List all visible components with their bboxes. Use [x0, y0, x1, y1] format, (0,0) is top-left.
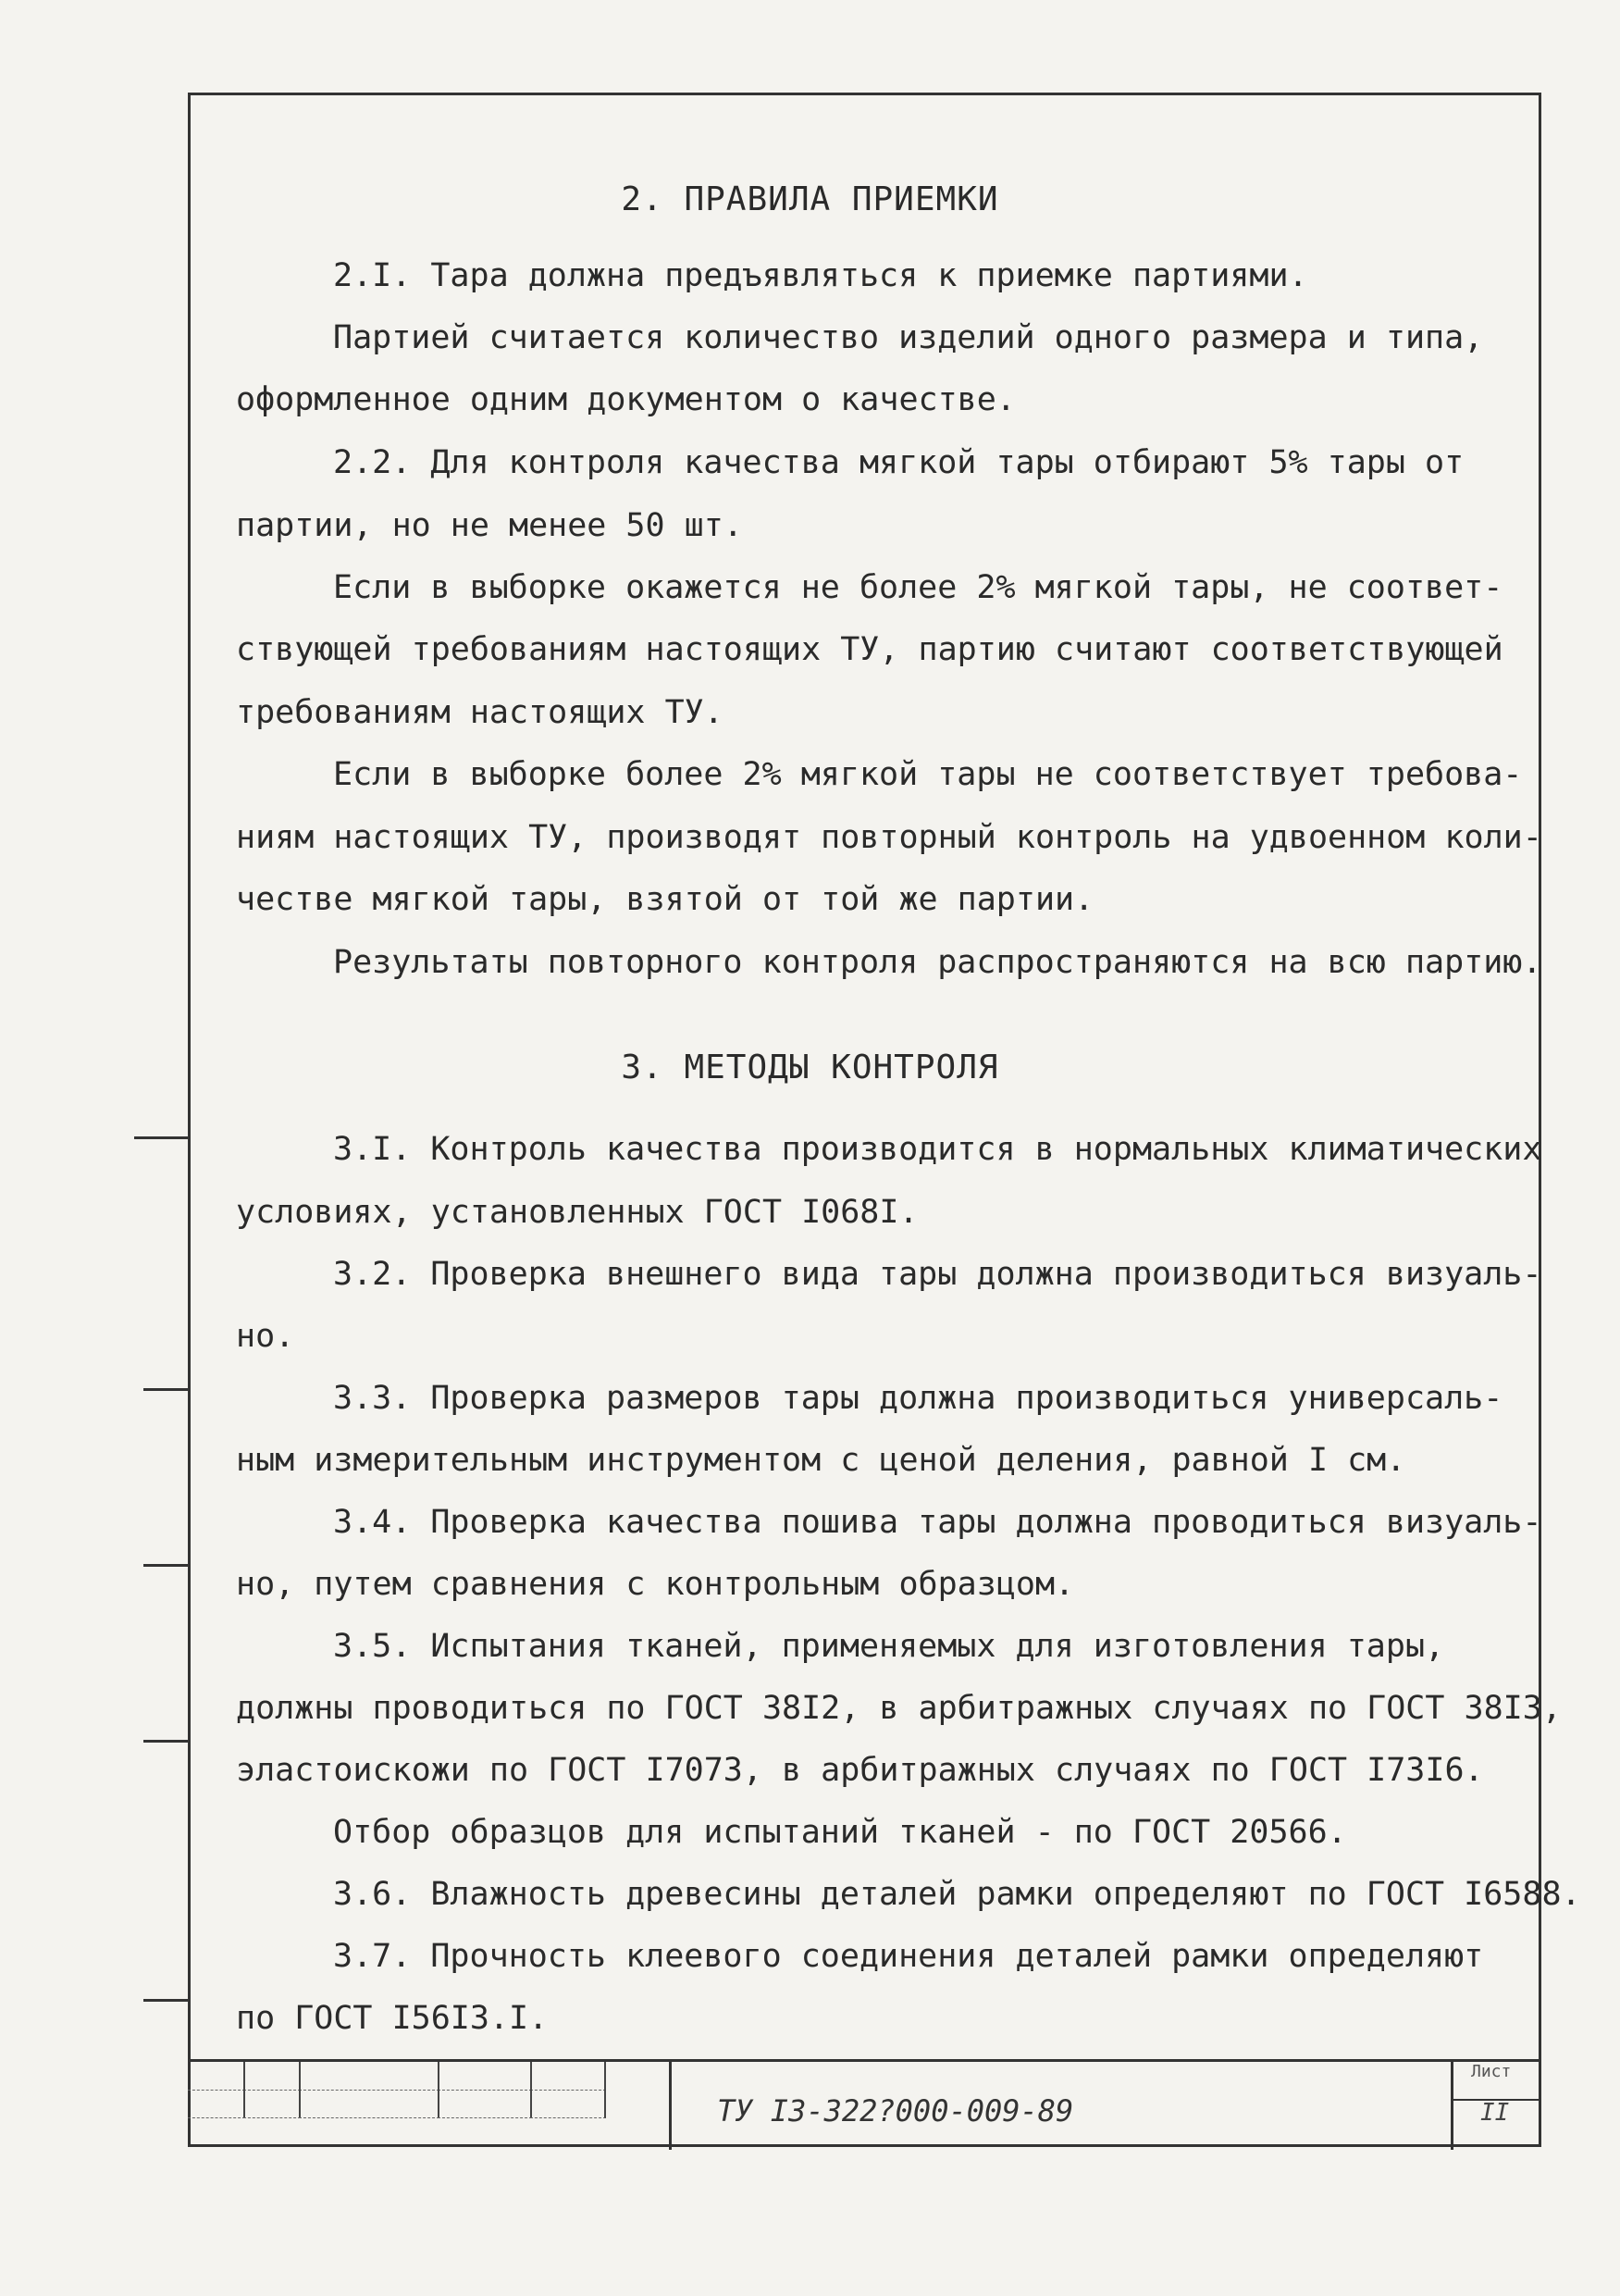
margin-tick — [143, 1564, 190, 1567]
margin-tick — [143, 1388, 190, 1391]
text-line: ным измерительным инструментом с ценой деления, равной I см. — [236, 1442, 1406, 1479]
text-line: ниям настоящих ТУ, производят повторный контроль на удвоенном коли- — [236, 819, 1542, 856]
margin-tick — [143, 1999, 190, 2002]
stamp-divider — [669, 2062, 672, 2150]
stamp-cell — [243, 2090, 301, 2118]
text-line: ствующей требованиям настоящих ТУ, партию считают соответствующей — [236, 631, 1503, 668]
document-code: ТУ I3-322?000-009-89 — [717, 2093, 1074, 2128]
section-2-title: 2. ПРАВИЛА ПРИЕМКИ — [621, 180, 999, 218]
sheet-label: Лист — [1471, 2062, 1512, 2081]
text-line: 2.I. Тара должна предъявляться к приемке партиями. — [333, 257, 1308, 294]
text-line: Отбор образцов для испытаний тканей - по ГОСТ 20566. — [333, 1814, 1347, 1851]
section-3-title: 3. МЕТОДЫ КОНТРОЛЯ — [621, 1049, 999, 1086]
text-line: честве мягкой тары, взятой от той же партии. — [236, 881, 1094, 918]
stamp-cell — [299, 2090, 439, 2118]
text-line: 3.5. Испытания тканей, применяемых для изготовления тары, — [333, 1628, 1445, 1665]
text-line: 3.7. Прочность клеевого соединения деталей рамки определяют — [333, 1938, 1484, 1975]
stamp-cell — [299, 2062, 439, 2091]
text-line: 2.2. Для контроля качества мягкой тары отбирают 5% тары от — [333, 444, 1465, 481]
stamp-cell — [530, 2090, 606, 2118]
text-line: но, путем сравнения с контрольным образцом. — [236, 1566, 1075, 1603]
text-line: 3.4. Проверка качества пошива тары должна проводиться визуаль- — [333, 1504, 1542, 1541]
text-line: требованиям настоящих ТУ. — [236, 694, 723, 731]
text-line: 3.6. Влажность древесины деталей рамки определяют по ГОСТ I6588. — [333, 1876, 1581, 1913]
text-line: оформленное одним документом о качестве. — [236, 381, 1016, 418]
text-line: 3.2. Проверка внешнего вида тары должна производиться визуаль- — [333, 1256, 1542, 1293]
text-line: условиях, установленных ГОСТ I068I. — [236, 1194, 919, 1231]
text-line: эластоискожи по ГОСТ I7073, в арбитражных случаях по ГОСТ I73I6. — [236, 1752, 1484, 1789]
margin-tick — [134, 1136, 190, 1139]
text-line: Если в выборке окажется не более 2% мягкой тары, не соответ- — [333, 569, 1503, 606]
stamp-divider — [1451, 2062, 1453, 2150]
stamp-cell — [438, 2062, 532, 2091]
stamp-cell — [188, 2062, 245, 2091]
text-line: 3.3. Проверка размеров тары должна производиться универсаль- — [333, 1380, 1503, 1417]
text-line: Результаты повторного контроля распространяются на всю партию. — [333, 944, 1542, 981]
text-line: но. — [236, 1318, 295, 1355]
text-line: Партией считается количество изделий одного размера и типа, — [333, 319, 1484, 356]
text-line: Если в выборке более 2% мягкой тары не соответствует требова- — [333, 756, 1523, 793]
stamp-cell — [438, 2090, 532, 2118]
stamp-cell — [530, 2062, 606, 2091]
text-line: 3.I. Контроль качества производится в нормальных климатических — [333, 1131, 1542, 1168]
text-line: партии, но не менее 50 шт. — [236, 507, 743, 544]
sheet-number: II — [1480, 2099, 1510, 2127]
text-line: должны проводиться по ГОСТ 38I2, в арбитражных случаях по ГОСТ 38I3, — [236, 1690, 1562, 1727]
margin-tick — [143, 1740, 190, 1743]
stamp-cell — [188, 2090, 245, 2118]
stamp-cell — [243, 2062, 301, 2091]
text-line: по ГОСТ I56I3.I. — [236, 2000, 549, 2037]
